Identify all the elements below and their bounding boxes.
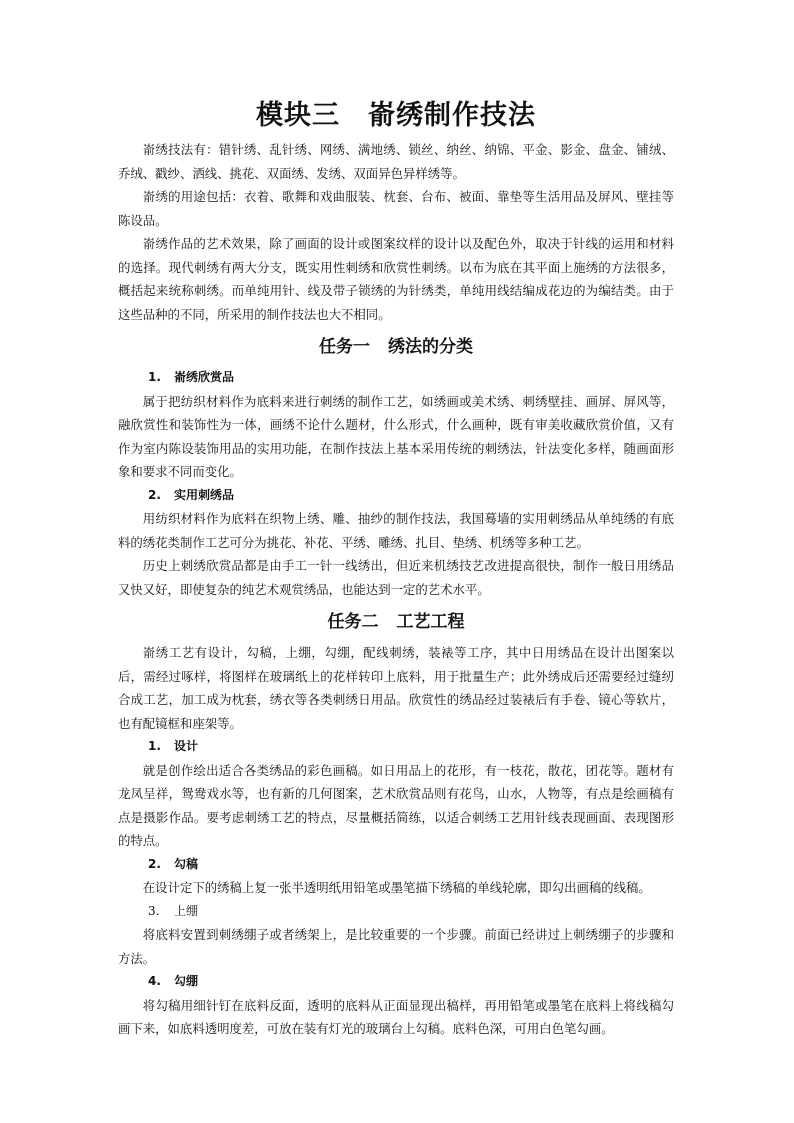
body-paragraph: 属于把纺织材料作为底料来进行刺绣的制作工艺，如绣画或美术绣、刺绣壁挂、画屏、屏风等，融欣赏性和装饰性为一体，画绣不论什么题材，什么形式，什么画种，既有审美收藏欣赏价值，又有作为室内陈设装饰用品的实用功能，在制作技法上基本采用传统的刺绣法，针法变化多样，随画面形象和要求不同而变化。: [118, 393, 674, 479]
step-heading: [118, 900, 674, 924]
item-label: 实用刺绣品: [174, 487, 235, 502]
step-number: 2.: [148, 856, 161, 871]
body-paragraph: 用纺织材料作为底料在织物上绣、雕、抽纱的制作技法，我国蓦墙的实用刺绣品从单纯绣的有底料的绣花类制作工艺可分为挑花、补花、平绣、雕绣、扎目、垫绣、机绣等多种工艺。: [118, 511, 674, 550]
task1-prefix: 任务一: [319, 337, 370, 357]
step-label: 设计: [174, 739, 199, 753]
step-paragraph: 将底料安置到刺绣绷子或者绣架上，是比较重要的一个步骤。前面已经讲过上刺绣绷子的步骤和方法。: [118, 927, 674, 966]
step-paragraph: 将勾稿用细针钉在底料反面，透明的底料从正面显现出稿样，再用铅笔或墨笔在底料上将线稿勾画下来，如底料透明度差，可放在装有灯光的玻璃台上勾稿。底料色深，可用白色笔勾画。: [118, 997, 674, 1036]
body-paragraph: 嵛绣工艺有设计，勾稿，上绷，勾绷，配线刺绣，装裱等工序，其中日用绣品在设计出图案以后，需经过啄样，将图样在玻璃纸上的花样转印上底料，用于批量生产；此外绣成后还需要经过缝纫合成工艺，加工成为枕套，绣衣等各类刺绣日用品。欣赏性的绣品经过装裱后有手卷、镜心等软片，也有配镜框和座架等。: [118, 645, 674, 731]
module-name: 嵛绣制作技法: [368, 100, 536, 131]
step-heading: [118, 970, 674, 994]
list-item-heading: [118, 484, 674, 508]
step-heading: [118, 735, 674, 759]
task2-heading: [118, 607, 674, 637]
step-paragraph: 在设计定下的绣稿上复一张半透明纸用铅笔或墨笔描下绣稿的单线轮廓，即勾出画稿的线稿。: [142, 880, 651, 895]
task2-title: 工艺工程: [396, 612, 465, 632]
step-number: 3.: [148, 903, 160, 918]
step-number: 1.: [148, 739, 161, 753]
intro-paragraph: 嵛绣作品的艺术效果，除了画面的设计或图案纹样的设计以及配色外，取决于针线的运用和材料的选择。现代刺绣有两大分支，既实用性刺绣和欣赏性刺绣。以布为底在其平面上施绣的方法很多，概括起来统称刺绣。而单纯用针、线及带子锁绣的为针绣类，单纯用线结编成花边的为编结类。由于这些品种的不同，所采用的制作技法也大不相同。: [118, 236, 674, 322]
body-paragraph: 历史上刺绣欣赏品都是由手工一针一线绣出，但近来机绣技艺改进提高很快，制作一般日用绣品又快又好，即使复杂的纯艺术观赏绣品，也能达到一定的艺术水平。: [118, 558, 674, 597]
step-heading: [118, 853, 674, 877]
item-label: 嵛绣欣赏品: [174, 370, 235, 384]
intro-paragraph: 嵛绣的用途包括：衣着、歌舞和戏曲服装、枕套、台布、被面、靠垫等生活用品及屏风、壁挂等陈设品。: [118, 189, 674, 228]
list-item-heading: [118, 366, 674, 390]
item-number: 2.: [148, 487, 161, 502]
step-number: 4.: [148, 974, 161, 988]
task2-prefix: 任务二: [327, 612, 379, 632]
document-page: [118, 96, 674, 1041]
step-label: 勾绷: [174, 974, 199, 988]
step-paragraph: 就是创作绘出适合各类绣品的彩色画稿。如日用品上的花形，有一枝花，散花，团花等。题材有龙凤呈祥，鸳鸯戏水等，也有新的几何图案，艺术欣赏品则有花鸟，山水，人物等，有点是绘画稿有点是摄影作品。要考虑刺绣工艺的特点，尽量概括简练，以适合刺绣工艺用针线表现画面、表现图形的特点。: [118, 762, 674, 848]
task1-title: 绣法的分类: [388, 337, 473, 357]
module-prefix: 模块三: [256, 100, 340, 131]
module-title: [118, 96, 674, 136]
intro-paragraph: 嵛绣技法有：错针绣、乱针绣、网绣、满地绣、锁丝、纳丝、纳锦、平金、影金、盘金、铺绒、乔绒、戳纱、洒线、挑花、双面绣、发绣、双面异色异样绣等。: [118, 142, 674, 181]
step-label: 勾稿: [174, 856, 199, 871]
item-number: 1.: [148, 370, 161, 384]
step-label: 上绷: [174, 903, 199, 918]
task1-heading: [118, 332, 674, 362]
